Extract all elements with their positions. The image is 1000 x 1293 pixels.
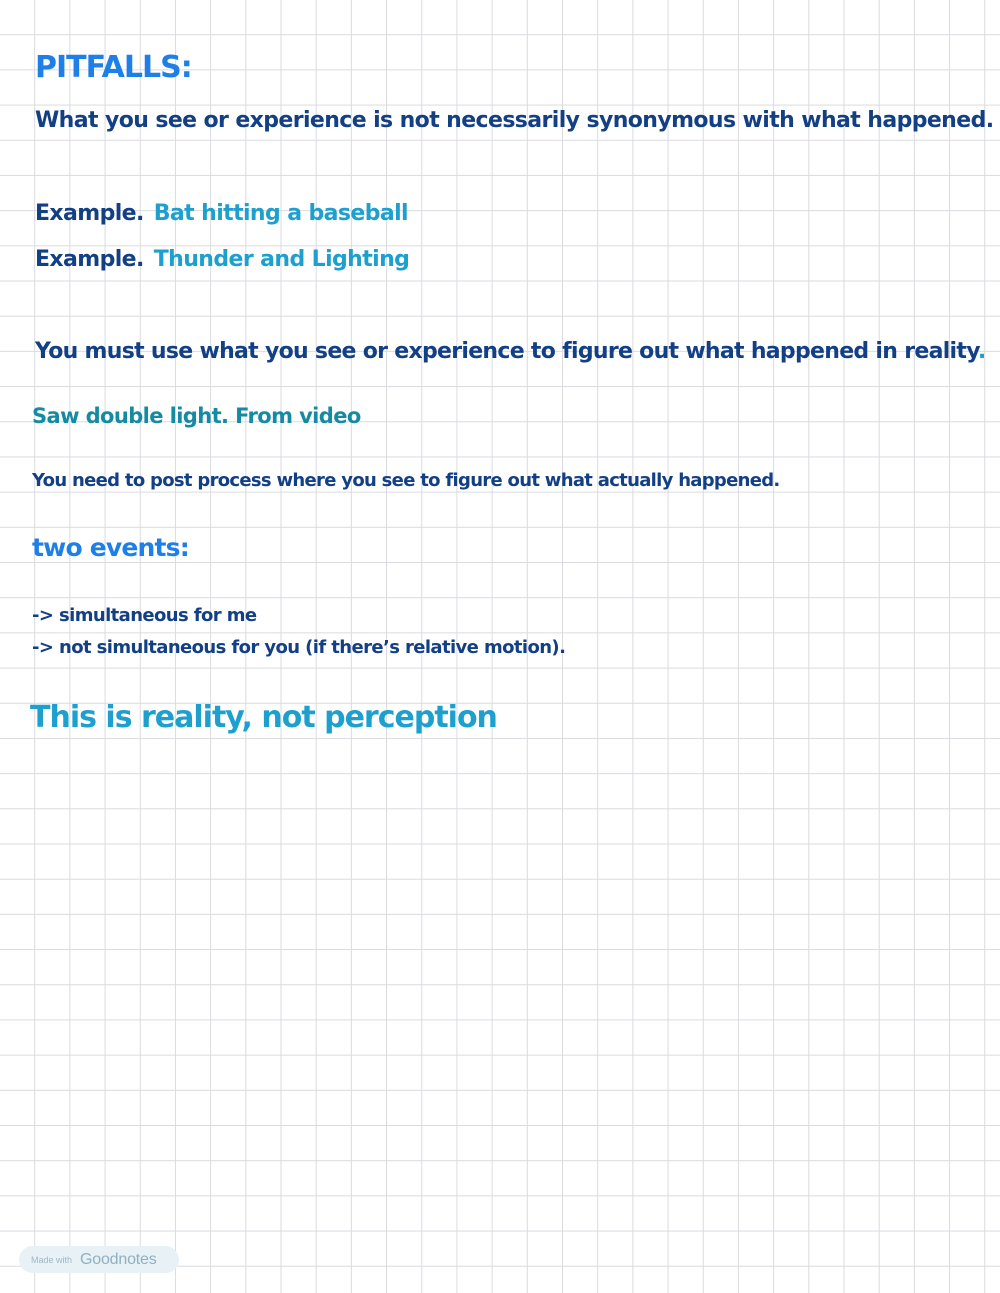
bullet-1: -> simultaneous for me: [32, 605, 257, 626]
note-heading-2: two events:: [32, 533, 189, 562]
example-1-text: Bat hitting a baseball: [153, 201, 408, 226]
example-2: [35, 247, 409, 272]
note-line-4: You need to post process where you see to figure out what actually happened.: [32, 470, 780, 491]
note-line-2-text: You must use what you see or experience to figure out what happened in reality: [35, 339, 978, 364]
goodnotes-watermark: [19, 1246, 179, 1273]
bullet-2: -> not simultaneous for you (if there’s relative motion).: [32, 637, 566, 658]
watermark-prefix: Made with: [31, 1254, 73, 1265]
note-conclusion: This is reality, not perception: [30, 700, 497, 735]
note-title: PITFALLS:: [35, 50, 192, 85]
watermark-brand: Goodnotes: [80, 1250, 157, 1268]
example-2-label: Example.: [35, 247, 144, 272]
note-line-3: Saw double light. From video: [32, 404, 361, 428]
example-2-text: Thunder and Lighting: [153, 247, 410, 272]
example-1: [35, 201, 408, 226]
example-1-label: Example.: [35, 201, 144, 226]
note-line-2: [35, 339, 986, 364]
note-line-2-period: .: [977, 339, 986, 364]
note-line-1: What you see or experience is not necessarily synonymous with what happened.: [35, 108, 994, 133]
